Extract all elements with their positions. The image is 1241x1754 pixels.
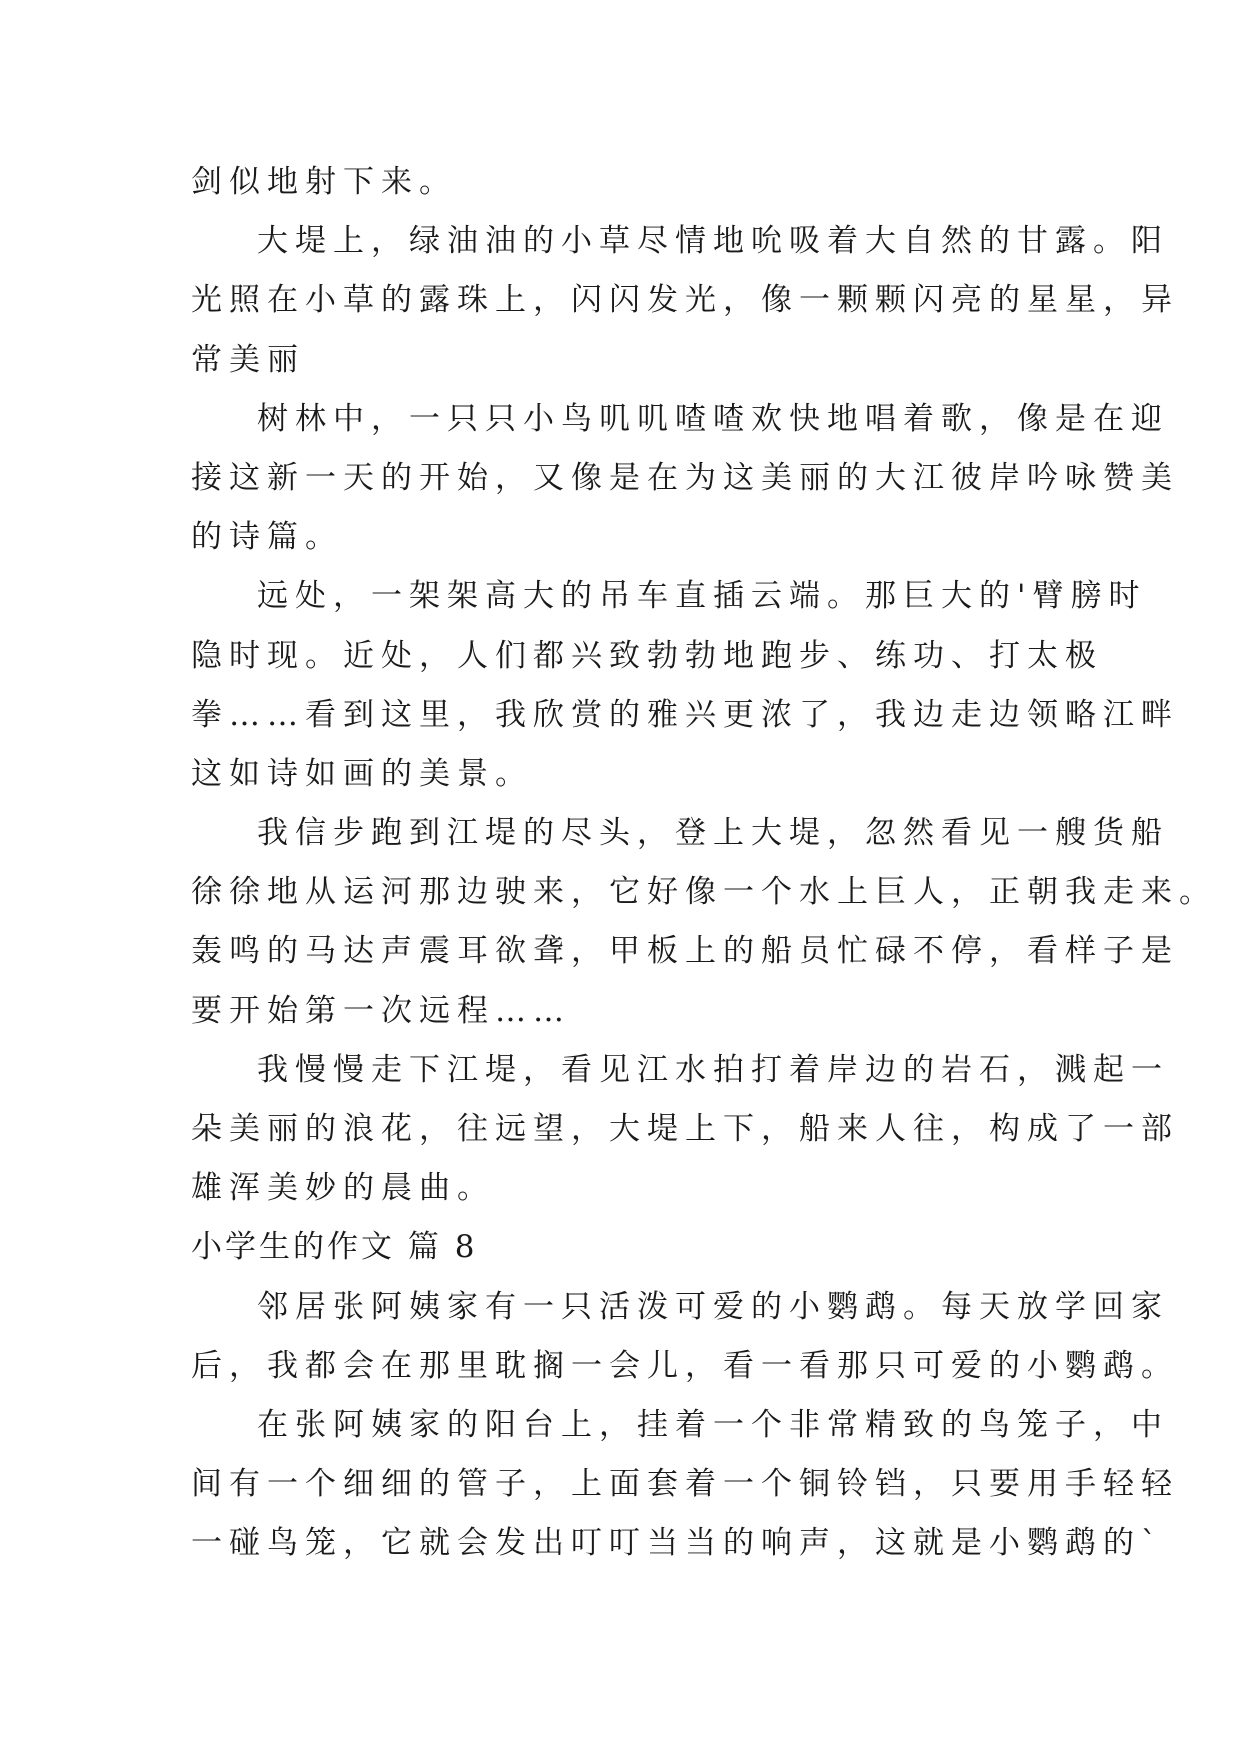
paragraph-line: 隐时现。近处，人们都兴致勃勃地跑步、练功、打太极 (191, 637, 1103, 674)
paragraph-line: 要开始第一次远程…… (191, 992, 571, 1029)
paragraph-line: 一碰鸟笼，它就会发出叮叮当当的响声，这就是小鹦鹉的` (191, 1525, 1164, 1562)
paragraph-line: 雄浑美妙的晨曲。 (191, 1170, 495, 1207)
paragraph-line: 朵美丽的浪花，往远望，大堤上下，船来人往，构成了一部 (191, 1111, 1179, 1147)
paragraph-line: 接这新一天的开始，又像是在为这美丽的大江彼岸吟咏赞美 (191, 459, 1179, 496)
paragraph-line: 徐徐地从运河那边驶来，它好像一个水上巨人，正朝我走来。 (191, 874, 1217, 911)
paragraph-line: 我信步跑到江堤的尽头，登上大堤，忽然看见一艘货船 (257, 815, 1169, 852)
document-body (191, 153, 1217, 1574)
paragraph-line: 在张阿姨家的阳台上，挂着一个非常精致的鸟笼子，中 (257, 1406, 1169, 1443)
paragraph-line: 剑似地射下来。 (191, 164, 457, 200)
section-heading: 小学生的作文 篇 8 (191, 1229, 478, 1266)
paragraph-line: 大堤上，绿油油的小草尽情地吮吸着大自然的甘露。阳 (257, 223, 1169, 260)
paragraph-line: 树林中，一只只小鸟叽叽喳喳欢快地唱着歌，像是在迎 (257, 400, 1169, 437)
paragraph-line: 轰鸣的马达声震耳欲聋，甲板上的船员忙碌不停，看样子是 (191, 933, 1179, 970)
paragraph-line: 邻居张阿姨家有一只活泼可爱的小鹦鹉。每天放学回家 (257, 1288, 1169, 1325)
paragraph-line: 光照在小草的露珠上，闪闪发光，像一颗颗闪亮的星星，异 (191, 282, 1179, 319)
paragraph-line: 这如诗如画的美景。 (191, 755, 533, 792)
paragraph-line: 我慢慢走下江堤，看见江水拍打着岸边的岩石，溅起一 (257, 1051, 1169, 1088)
paragraph-line: 后，我都会在那里耽搁一会儿，看一看那只可爱的小鹦鹉。 (191, 1347, 1179, 1384)
paragraph-line: 拳……看到这里，我欣赏的雅兴更浓了，我边走边领略江畔 (191, 696, 1179, 733)
paragraph-line: 间有一个细细的管子，上面套着一个铜铃铛，只要用手轻轻 (191, 1466, 1179, 1503)
paragraph-line: 常美丽 (191, 341, 305, 378)
paragraph-line: 远处，一架架高大的吊车直插云端。那巨大的'臂膀时 (257, 578, 1147, 615)
paragraph-line: 的诗篇。 (191, 519, 343, 556)
